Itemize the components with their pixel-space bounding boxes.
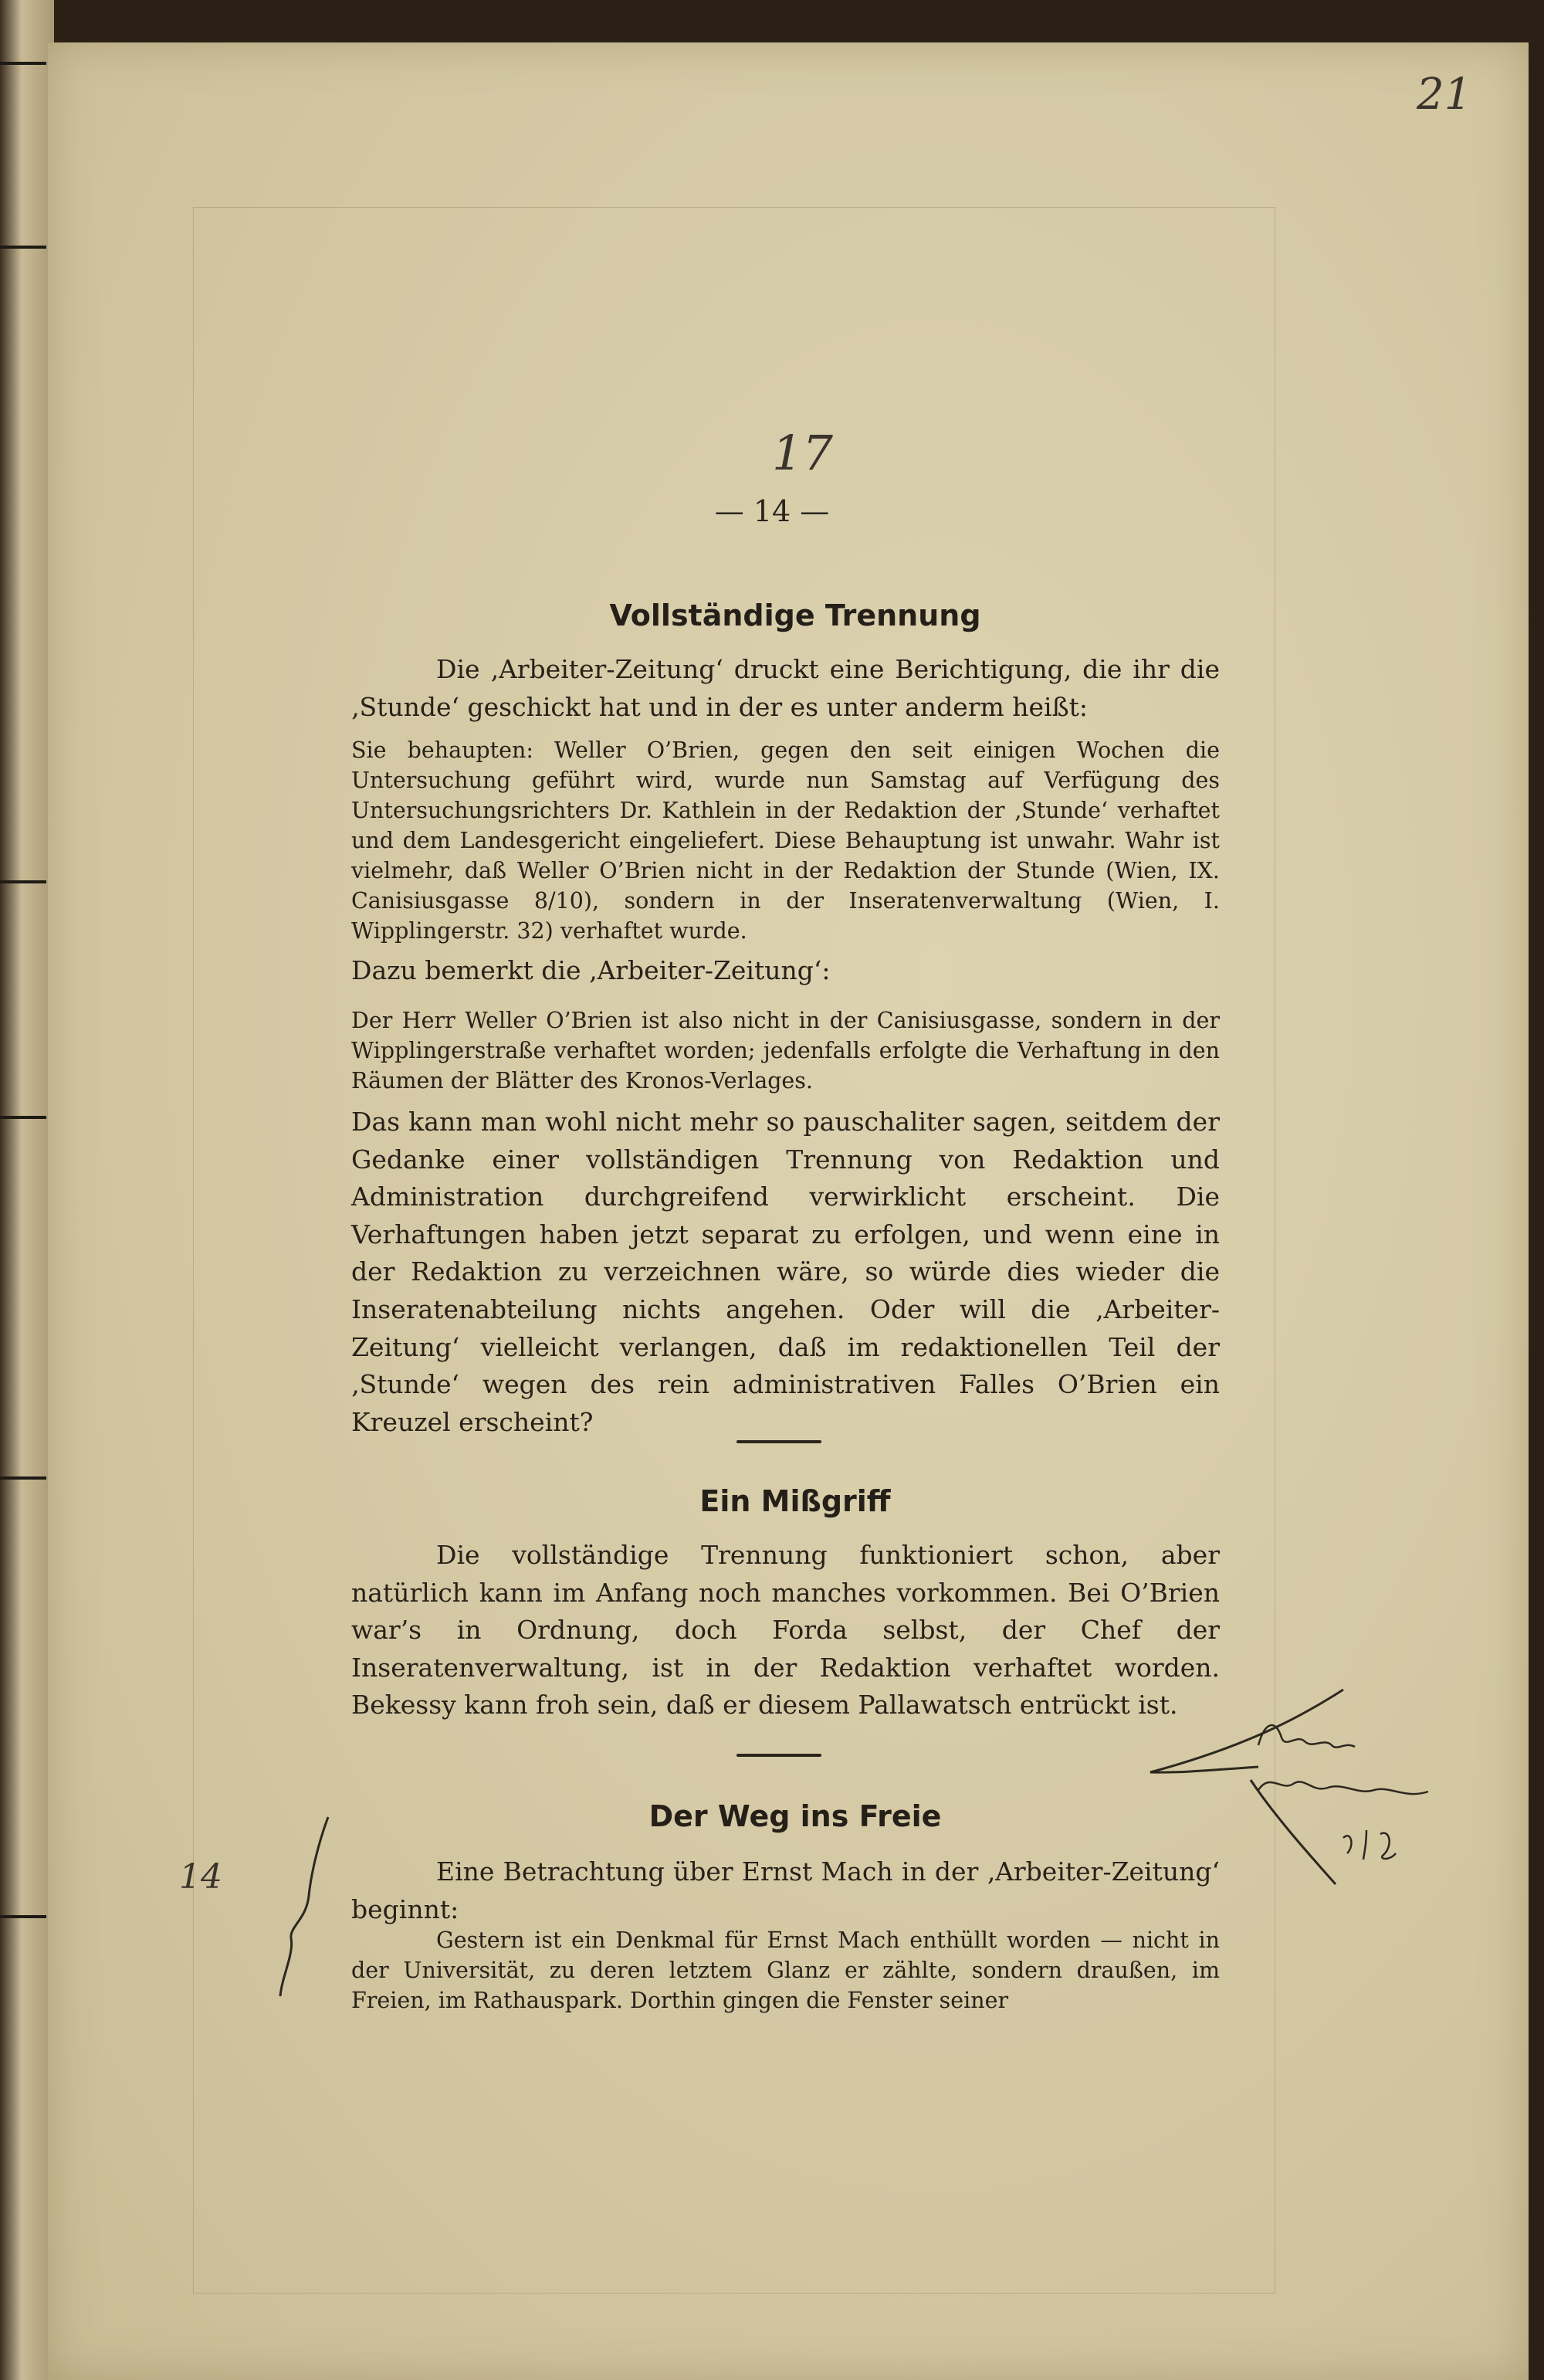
- paragraph: Das kann man wohl nicht mehr so pauschaliter sagen, seitdem der Gedanke einer vollständigen Trennung von Redaktion und Administration durchgreifend verwirklicht erscheint. Die Verhaftungen haben jetzt separat zu erfolgen, und wenn eine in der Redaktion zu verzeichnen wäre, so würde dies wieder die Inseratenabteilung nichts angehen. Oder will die ‚Arbeiter-Zeitung‘ vielleicht verlangen, daß im redaktionellen Teil der ‚Stunde‘ wegen des rein administrativen Falles O’Brien ein Kreuzel erscheint?: [351, 1107, 1220, 1437]
- quote-paragraph: Der Herr Weller O’Brien ist also nicht in der Canisiusgasse, sondern in der Wipplingerstraße verhaftet worden; jedenfalls erfolgte die Verhaftung in den Räumen der Blätter des Kronos-Verlages.: [351, 1008, 1220, 1093]
- binding-line: [0, 1116, 46, 1119]
- book-binding: [0, 0, 54, 2380]
- binding-line: [0, 62, 46, 65]
- section-heading-trennung: Vollständige Trennung: [609, 598, 981, 632]
- section-divider: [736, 1440, 821, 1443]
- binding-line: [0, 246, 46, 249]
- margin-note-number: 14: [179, 1857, 222, 1897]
- page-number: — 14 —: [714, 494, 830, 528]
- folio-number: 21: [1417, 70, 1472, 120]
- binding-line: [0, 1476, 46, 1480]
- paragraph: Dazu bemerkt die ‚Arbeiter-Zeitung‘:: [351, 955, 831, 985]
- binding-line: [0, 1915, 46, 1918]
- paragraph: Die ‚Arbeiter-Zeitung‘ druckt eine Berichtigung, die ihr die ‚Stunde‘ geschickt hat und in der es unter anderm heißt:: [351, 654, 1220, 722]
- margin-bracket-mark: [274, 1811, 351, 2004]
- section-divider: [736, 1754, 821, 1757]
- paragraph: Eine Betrachtung über Ernst Mach in der ‚Arbeiter-Zeitung‘ beginnt:: [351, 1856, 1220, 1924]
- paragraph: Die vollständige Trennung funktioniert schon, aber natürlich kann im Anfang noch manches vorkommen. Bei O’Brien war’s in Ordnung, doch Forda selbst, der Chef der Inseratenverwaltung, ist in der Redaktion verhaftet worden. Bekessy kann froh sein, daß er diesem Pallawatsch entrückt ist.: [351, 1540, 1220, 1721]
- archive-page-number: 17: [772, 425, 833, 481]
- section-heading-missgriff: Ein Mißgriff: [699, 1484, 891, 1518]
- section-heading-weg-ins-freie: Der Weg ins Freie: [648, 1799, 942, 1833]
- quote-paragraph: Gestern ist ein Denkmal für Ernst Mach enthüllt worden — nicht in der Universität, zu deren letztem Glanz er zählte, sondern draußen, im Freien, im Rathauspark. Dorthin gingen die Fenster seiner: [351, 1927, 1220, 2013]
- quote-paragraph: Sie behaupten: Weller O’Brien, gegen den seit einigen Wochen die Untersuchung geführt wird, wurde nun Samstag auf Verfügung des Untersuchungsrichters Dr. Kathlein in der Redaktion der ‚Stunde‘ verhaftet und dem Landesgericht eingeliefert. Diese Behauptung ist unwahr. Wahr ist vielmehr, daß Weller O’Brien nicht in der Redaktion der Stunde (Wien, IX. Canisiusgasse 8/10), sondern in der Inseratenverwaltung (Wien, I. Wipplingerstr. 32) verhaftet wurde.: [351, 737, 1220, 944]
- binding-line: [0, 880, 46, 883]
